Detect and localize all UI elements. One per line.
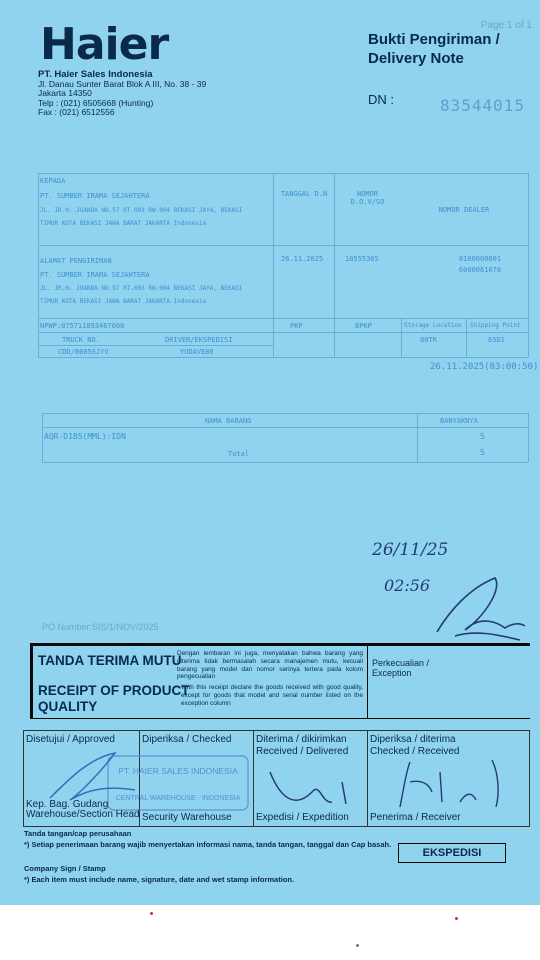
- number-header: NOMOR D.O.V/SO: [350, 190, 385, 206]
- sign-note-id: Tanda tangan/cap perusahaan: [24, 829, 132, 838]
- receiver-signature: [380, 752, 520, 812]
- handwritten-date: 26/11/25: [372, 540, 449, 560]
- checked-received-line-2: Checked / Received: [370, 746, 460, 757]
- items-left-rule: [42, 413, 43, 462]
- shipping-point-value: 65D1: [488, 336, 505, 344]
- phone-number: Telp : (021) 6505668 (Hunting): [38, 97, 154, 108]
- receipt-bottom-rule: [30, 718, 530, 719]
- copy-label-box: EKSPEDISI: [398, 843, 506, 863]
- to-address-2: TIMUR KOTA BEKASI JAWA BARAT JAKARTA Indonesia: [40, 220, 207, 227]
- table-col-rule-2: [334, 173, 335, 357]
- item-name-header: NAMA BARANG: [205, 417, 252, 425]
- items-bottom-rule: [42, 462, 528, 463]
- bpkp-label: BPKP: [355, 322, 372, 330]
- items-col-rule: [417, 413, 418, 462]
- sign-divider-3: [367, 730, 368, 826]
- sign-right-rule: [529, 730, 530, 826]
- document-title: [368, 30, 500, 68]
- ship-address-2: TIMUR KOTA BEKASI JAWA BARAT JAKARTA Indonesia: [40, 298, 207, 305]
- expedition-label: Expedisi / Expedition: [256, 812, 349, 823]
- title-line-2: Delivery Note: [368, 50, 464, 67]
- items-header-rule: [42, 427, 528, 428]
- sign-top-rule: [23, 730, 530, 731]
- table-col-rule-4: [466, 318, 467, 357]
- receipt-top-rule: [30, 643, 530, 646]
- date-header: TANGGAL D.N: [280, 190, 328, 198]
- dn-label: DN :: [368, 92, 394, 107]
- warehouse-head-label: [26, 800, 140, 820]
- approved-label: Disetujui / Approved: [26, 734, 115, 745]
- dealer-value-1: 0100000001: [458, 255, 502, 263]
- table-col-rule-1: [273, 173, 274, 357]
- address-line-1: Jl. Danau Sunter Barat Blok A III, No. 38 - 39: [38, 78, 207, 89]
- item-row-name: AQR-D185(MML):IDN: [44, 432, 126, 441]
- sign-bottom-rule: [23, 826, 530, 827]
- table-bottom-rule: [38, 357, 528, 358]
- dn-number: 83544015: [440, 96, 526, 115]
- receipt-left-rule: [30, 643, 33, 719]
- security-warehouse-label: Security Warehouse: [142, 812, 232, 823]
- table-col-rule-3: [401, 318, 402, 357]
- stray-mark: [455, 917, 458, 920]
- items-right-rule: [528, 413, 529, 462]
- do-number-value: 10555365: [345, 255, 379, 263]
- sign-left-rule: [23, 730, 24, 826]
- storage-location-value: 80TR: [420, 336, 437, 344]
- received-delivered-line-2: Received / Delivered: [256, 746, 349, 757]
- receipt-title-id: TANDA TERIMA MUTU: [38, 653, 182, 668]
- po-number: PO Number:SIS/1/NOV/2025: [42, 622, 159, 632]
- driver-header: DRIVER/EKSPEDISI: [165, 336, 233, 344]
- checked-label: Diperiksa / Checked: [142, 734, 232, 745]
- truck-value: CDD/B6056JYV: [58, 348, 109, 356]
- receipt-title-en: [38, 683, 190, 715]
- truck-header: TRUCK NO.: [62, 336, 100, 344]
- recipient-signature: [425, 570, 535, 650]
- address-line-2: Jakarta 14350: [38, 88, 92, 98]
- item-qty-header: BANYAKNYA: [440, 417, 478, 425]
- item-row-qty: 5: [480, 432, 485, 441]
- total-label: Total: [228, 450, 250, 458]
- date-value: 26.11.2025: [281, 255, 324, 263]
- expedition-signature: [262, 752, 362, 812]
- storage-location-header: Storage Location: [404, 322, 462, 329]
- receiver-label: Penerima / Receiver: [370, 812, 461, 823]
- ship-address-1: JL. IR.H. JUANDA NO.57 RT.003 RW.004 BEKASI JAYA, BEKASI: [40, 285, 243, 292]
- table-rule-4: [38, 332, 528, 333]
- shipping-point-header: Shipping Point: [470, 322, 521, 329]
- ship-label: ALAMAT PENGIRIMAN: [40, 257, 112, 265]
- table-right-rule: [528, 173, 529, 357]
- to-name: PT. SUMBER IRAMA SEJAHTERA: [40, 192, 150, 200]
- title-line-1: Bukti Pengiriman /: [368, 31, 500, 48]
- dealer-value-2: 6000061070: [458, 266, 502, 274]
- npwp-number: NPWP:075711893467000: [40, 322, 125, 330]
- company-block: [38, 70, 206, 118]
- rule-en: *) Each item must include name, signature, date and wet stamp information.: [24, 875, 295, 884]
- received-delivered-line-1: Diterima / dikirimkan: [256, 734, 347, 745]
- warehouse-head-line-2: Warehouse/Section Head: [26, 809, 140, 820]
- to-address-1: JL. IR.H. JUANDA NO.57 RT.003 RW.004 BEKASI JAYA, BEKASI: [40, 207, 243, 214]
- receipt-divider: [367, 643, 368, 719]
- warehouse-head-line-1: Kep. Bag. Gudang: [26, 799, 109, 810]
- driver-value: YUDAVE86: [180, 348, 214, 356]
- table-left-rule: [38, 173, 39, 357]
- table-rule-3: [38, 318, 528, 319]
- stray-mark: [150, 912, 153, 915]
- receipt-title-en-line-2: QUALITY: [38, 699, 98, 714]
- haier-logo: Haier: [40, 19, 169, 70]
- print-timestamp: 26.11.2025(03:00:50): [430, 362, 539, 372]
- table-rule-2: [38, 245, 528, 246]
- rule-id: *) Setiap penerimaan barang wajib menyertakan informasi nama, tanda tangan, tanggal dan Cap basah.: [24, 840, 392, 849]
- sign-note-en: Company Sign / Stamp: [24, 864, 106, 873]
- receipt-text-id: Dengan lembaran ini juga, menyatakan bahwa barang yang diterima tidak bermasalah secara manajemen mutu, kecuali barang yang model dan nomor serinya tertera pada kolom pengecualian: [177, 650, 363, 681]
- stray-mark: [356, 944, 359, 947]
- to-label: KEPADA: [40, 177, 66, 185]
- stamp-line-1: PT. HAIER SALES INDONESIA: [118, 766, 238, 776]
- ship-name: PT. SUMBER IRAMA SEJAHTERA: [40, 271, 150, 279]
- fax-number: Fax : (021) 6512556: [38, 107, 115, 117]
- handwritten-time: 02:56: [384, 576, 431, 595]
- page-indicator: Page 1 of 1: [480, 20, 532, 31]
- total-value: 5: [480, 448, 485, 457]
- pkp-label: PKP: [290, 322, 303, 330]
- stamp-line-2: CENTRAL WAREHOUSE · INDONESIA: [115, 795, 241, 802]
- receipt-text-en: With this receipt declare the goods received with good quality, except for goods that model and serial number listed on the exception column: [181, 684, 363, 707]
- checked-received-line-1: Diperiksa / diterima: [370, 734, 456, 745]
- receipt-title-en-line-1: RECEIPT OF PRODUCT: [38, 683, 190, 698]
- table-rule-5: [38, 345, 273, 346]
- company-name: PT. Haier Sales Indonesia: [38, 69, 153, 80]
- table-top-rule: [38, 173, 528, 174]
- dealer-header: NOMOR DEALER: [438, 206, 490, 214]
- items-top-rule: [42, 413, 528, 414]
- exception-label: Perkecualian / Exception: [372, 658, 430, 678]
